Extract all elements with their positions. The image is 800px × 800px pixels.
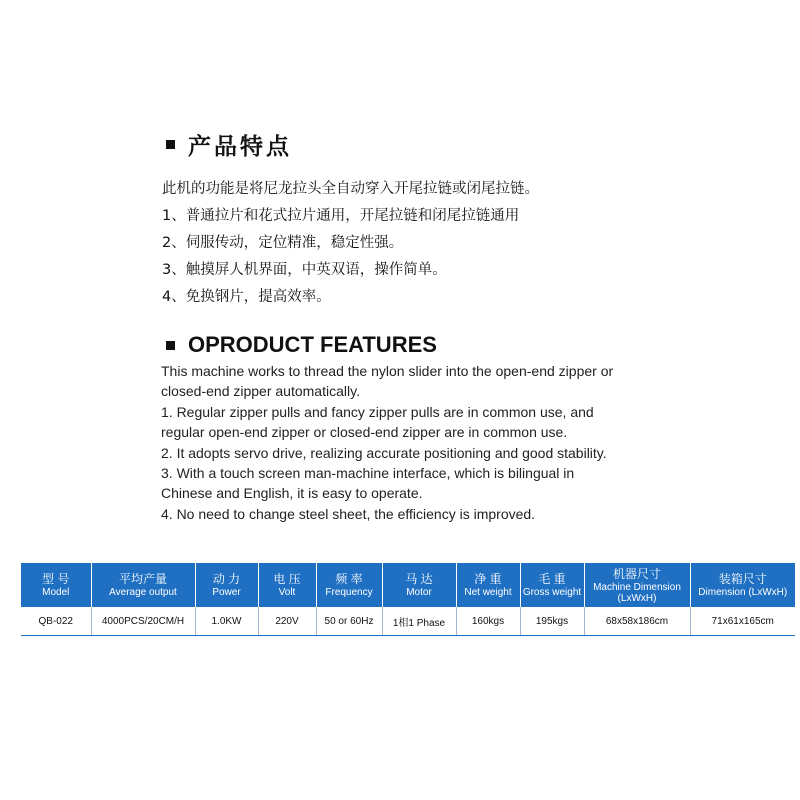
en-feature-line: Chinese and English, it is easy to operate.: [161, 485, 423, 502]
col-header-packing-dimension: 装箱尺寸 Dimension (LxWxH): [690, 563, 795, 607]
en-feature-line: 3. With a touch screen man-machine interface, which is bilingual in: [161, 465, 575, 482]
cell-average-output: 4000PCS/20CM/H: [91, 607, 195, 636]
col-header-gross-weight: 毛 重 Gross weight: [520, 563, 584, 607]
cell-machine-dimension: 68x58x186cm: [584, 607, 690, 636]
col-header-power: 动 力 Power: [195, 563, 258, 607]
en-heading-text: OPRODUCT FEATURES: [188, 332, 437, 357]
cell-motor: 1相1 Phase: [382, 607, 456, 636]
spec-table: [21, 563, 795, 636]
cell-model: QB-022: [21, 607, 91, 636]
cell-packing-dimension: 71x61x165cm: [690, 607, 795, 636]
en-feature-line: 4. No need to change steel sheet, the efficiency is improved.: [161, 505, 536, 522]
col-header-volt: 电 压 Volt: [258, 563, 316, 607]
square-bullet-icon: [166, 140, 175, 149]
en-feature-line: closed-end zipper automatically.: [161, 383, 360, 400]
cell-frequency: 50 or 60Hz: [316, 607, 382, 636]
cell-net-weight: 160kgs: [456, 607, 520, 636]
en-feature-line: regular open-end zipper or closed-end zipper are in common use.: [161, 424, 568, 441]
cn-feature-list: [162, 176, 722, 311]
cell-volt: 220V: [258, 607, 316, 636]
cn-heading-text: 产品特点: [188, 134, 292, 160]
cn-feature-line: 4、免换钢片，提高效率。: [162, 289, 331, 305]
cn-feature-line: 此机的功能是将尼龙拉头全自动穿入开尾拉链或闭尾拉链。: [162, 181, 539, 197]
square-bullet-icon: [166, 341, 175, 350]
cn-section-heading: [166, 128, 292, 161]
cell-power: 1.0KW: [195, 607, 258, 636]
cn-feature-line: 2、伺服传动，定位精准，稳定性强。: [162, 235, 404, 251]
col-header-model: 型 号 Model: [21, 563, 91, 607]
cn-feature-line: 3、触摸屏人机界面，中英双语，操作简单。: [162, 262, 447, 278]
col-header-frequency: 频 率 Frequency: [316, 563, 382, 607]
en-feature-line: This machine works to thread the nylon slider into the open-end zipper or: [161, 363, 614, 379]
col-header-motor: 马 达 Motor: [382, 563, 456, 607]
en-feature-list: [161, 361, 661, 524]
col-header-machine-dimension: 机器尺寸 Machine Dimension (LxWxH): [584, 563, 690, 607]
en-feature-line: 1. Regular zipper pulls and fancy zipper pulls are in common use, and: [161, 403, 594, 420]
col-header-average-output: 平均产量 Average output: [91, 563, 195, 607]
cn-feature-line: 1、普通拉片和花式拉片通用，开尾拉链和闭尾拉链通用: [162, 208, 520, 224]
spec-header-row: [21, 563, 795, 607]
en-feature-line: 2. It adopts servo drive, realizing accurate positioning and good stability.: [161, 444, 607, 461]
en-section-heading: [166, 332, 437, 358]
cell-gross-weight: 195kgs: [520, 607, 584, 636]
table-row: [21, 607, 795, 636]
col-header-net-weight: 净 重 Net weight: [456, 563, 520, 607]
